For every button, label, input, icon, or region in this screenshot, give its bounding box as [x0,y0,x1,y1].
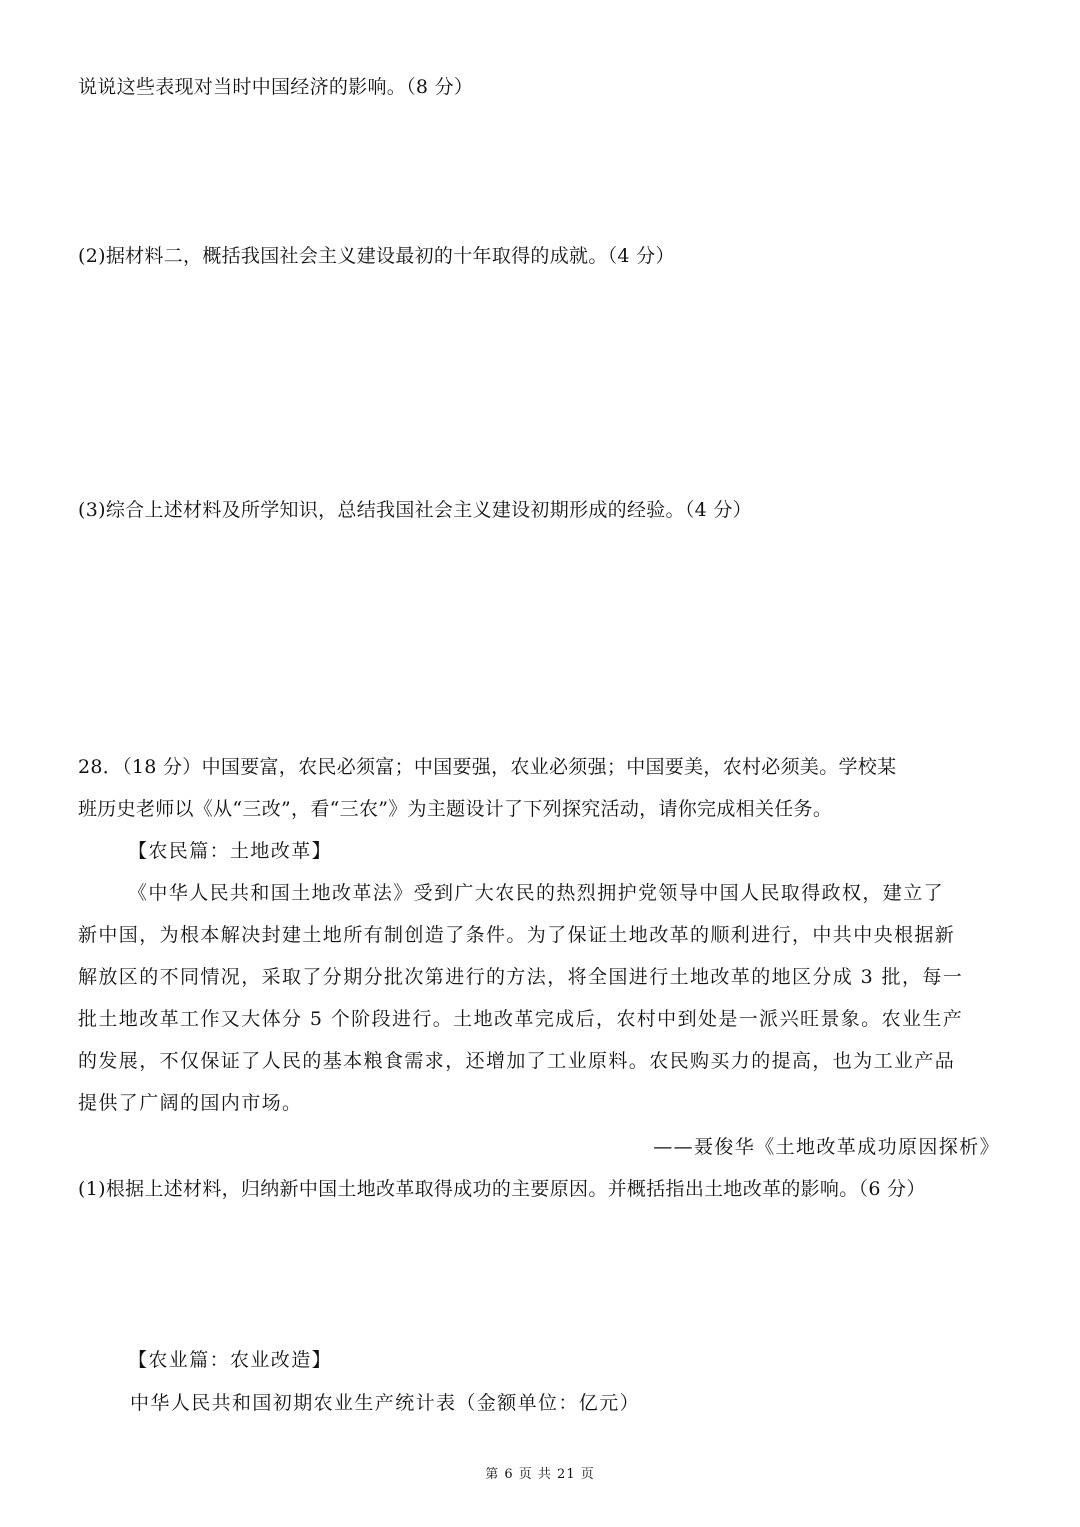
table-caption: 中华人民共和国初期农业生产统计表（金额单位：亿元） [130,1392,641,1414]
passage-line: 新中国，为根本解决封建土地所有制创造了条件。为了保证土地改革的顺利进行，中共中央根据新 [78,924,956,946]
question-text: 说说这些表现对当时中国经济的影响。（8 分） [78,76,474,98]
section-title-agriculture: 【农业篇：农业改造】 [128,1349,333,1371]
sub-question-2: (2)据材料二，概括我国社会主义建设最初的十年取得的成就。（4 分） [78,245,675,267]
passage-line: 解放区的不同情况，采取了分期分批次第进行的方法，将全国进行土地改革的地区分成 3 批，每一 [78,966,964,988]
sub-question-1: (1)根据上述材料，归纳新中国土地改革取得成功的主要原因。并概括指出土地改革的影响。（6 分） [78,1178,926,1200]
passage-line: 《中华人民共和国土地改革法》受到广大农民的热烈拥护党领导中国人民取得政权，建立了 [128,882,945,904]
passage-line: 提供了广阔的国内市场。 [78,1092,303,1114]
section-title-land-reform: 【农民篇：土地改革】 [128,840,333,862]
question-28-stem-line-2: 班历史老师以《从“三改”，看“三农”》为主题设计了下列探究活动，请你完成相关任务。 [78,798,833,820]
question-28-stem-line-1: 28．（18 分）中国要富，农民必须富；中国要强，农业必须强；中国要美，农村必须美。学校某 [78,756,897,778]
passage-line: 批土地改革工作又大体分 5 个阶段进行。土地改革完成后，农村中到处是一派兴旺景象。农业生产 [78,1008,964,1030]
passage-line: 的发展，不仅保证了人民的基本粮食需求，还增加了工业原料。农民购买力的提高，也为工业产品 [78,1050,956,1072]
sub-question-3: (3)综合上述材料及所学知识，总结我国社会主义建设初期形成的经验。（4 分） [78,499,752,521]
passage-source: ——聂俊华《土地改革成功原因探析》 [653,1136,1000,1158]
page-number: 第 6 页 共 21 页 [485,1467,595,1482]
